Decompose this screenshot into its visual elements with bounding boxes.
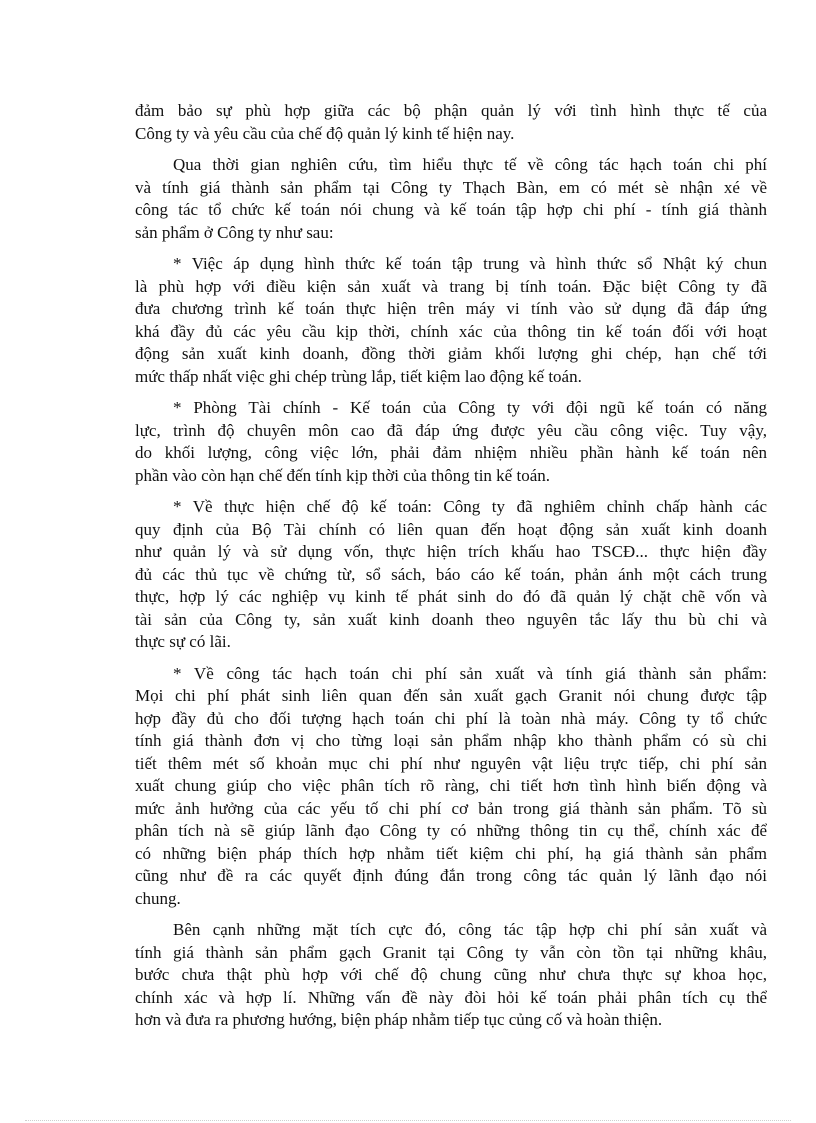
text-line: đủ các thủ tục về chứng từ, sổ sách, báo cáo kế toán, phản ánh một cách trung bbox=[135, 564, 767, 584]
text-line: cũng như đề ra các quyết định đúng đắn trong công tác quản lý lãnh đạo nói bbox=[135, 866, 767, 885]
text-line: do khối lượng, công việc lớn, phải đảm nhiệm nhiều phần hành kế toán nên bbox=[135, 443, 767, 462]
paragraph-accounting-regime bbox=[135, 496, 767, 654]
text-line: bước chưa thật phù hợp với chế độ chung cũng như chưa thực sự khoa học, bbox=[135, 965, 767, 984]
text-line: tính giá thành đơn vị cho từng loại sản phẩm nhập kho thành phẩm có sù chi bbox=[135, 731, 767, 750]
text-line: là phù hợp với điều kiện sản xuất và trang bị tính toán. Đặc biệt Công ty đã bbox=[135, 276, 767, 296]
text-line: đảm bảo sự phù hợp giữa các bộ phận quản lý với tình hình thực tế của bbox=[135, 101, 767, 120]
text-line: hơn và đưa ra phương hướng, biện pháp nhằm tiếp tục củng cố và hoàn thiện. bbox=[135, 1010, 663, 1029]
text-line: chung. bbox=[135, 888, 181, 908]
text-line: tiết thêm mét số khoản mục chi phí như nguyên vật liệu trực tiếp, chi phí sản bbox=[135, 753, 767, 773]
text-line: Qua thời gian nghiên cứu, tìm hiểu thực tế về công tác hạch toán chi phí bbox=[173, 155, 767, 174]
text-line: phần vào còn hạn chế đến tính kịp thời của thông tin kế toán. bbox=[135, 465, 550, 485]
text-line: thực sự có lãi. bbox=[135, 632, 231, 651]
text-line: sản phẩm ở Công ty như sau: bbox=[135, 222, 334, 242]
paragraph-cost-accounting bbox=[135, 663, 767, 911]
text-line: Mọi chi phí phát sinh liên quan đến sản xuất gạch Granit nói chung được tập bbox=[135, 686, 767, 705]
text-line: lực, trình độ chuyên môn cao đã đáp ứng được yêu cầu công việc. Tuy vậy, bbox=[135, 420, 767, 440]
text-line: quy định của Bộ Tài chính có liên quan đến hoạt động sản xuất kinh doanh bbox=[135, 519, 767, 539]
text-line: tài sản của Công ty, sản xuất kinh doanh theo nguyên tắc lấy thu bù chi và bbox=[135, 609, 767, 629]
text-line: Công ty và yêu cầu của chế độ quản lý kinh tế hiện nay. bbox=[135, 123, 515, 143]
text-line: * Về thực hiện chế độ kế toán: Công ty đã nghiêm chỉnh chấp hành các bbox=[173, 497, 767, 516]
text-line: động sản xuất kinh doanh, đồng thời giảm khối lượng ghi chép, hạn chế tới bbox=[135, 344, 767, 363]
paragraph-overview bbox=[135, 154, 767, 244]
text-line: công tác tổ chức kế toán nói chung và kế toán tập hợp chi phí - tính giá thành bbox=[135, 200, 767, 219]
text-line: tính giá thành sản phẩm gạch Granit tại Công ty vẫn còn tồn tại những khâu, bbox=[135, 942, 767, 962]
text-line: phân tích nà sẽ giúp lãnh đạo Công ty có những thông tin cụ thể, chính xác để bbox=[135, 821, 767, 840]
paragraph-finance-department bbox=[135, 397, 767, 487]
text-line: thực, hợp lý các nghiệp vụ kinh tế phát sinh do đó đã quản lý chặt chẽ vốn và bbox=[135, 587, 767, 606]
text-line: mức ảnh hưởng của các yếu tố chi phí cơ bản trong giá thành sản phẩm. Tõ sù bbox=[135, 798, 767, 818]
document-page bbox=[135, 100, 767, 1041]
text-line: xuất chung giúp cho việc phân tích rõ ràng, chi tiết hơn tình hình biến động và bbox=[135, 776, 767, 795]
paragraph-intro-continuation bbox=[135, 100, 767, 145]
paragraph-accounting-form bbox=[135, 253, 767, 388]
text-line: có những biện pháp thích hợp nhằm tiết kiệm chi phí, hạ giá thành sản phẩm bbox=[135, 843, 767, 863]
text-line: * Về công tác hạch toán chi phí sản xuất và tính giá thành sản phẩm: bbox=[173, 663, 767, 683]
text-line: Bên cạnh những mặt tích cực đó, công tác tập hợp chi phí sản xuất và bbox=[173, 920, 767, 939]
text-line: * Phòng Tài chính - Kế toán của Công ty với đội ngũ kế toán có năng bbox=[173, 398, 767, 417]
text-line: chính xác và hợp lí. Những vấn đề này đòi hỏi kế toán phải phân tích cụ thể bbox=[135, 987, 767, 1007]
text-line: mức thấp nhất việc ghi chép trùng lắp, tiết kiệm lao động kế toán. bbox=[135, 366, 582, 386]
text-line: đưa chương trình kế toán thực hiện trên máy vi tính vào sử dụng đã đáp ứng bbox=[135, 299, 767, 318]
text-line: hợp đầy đủ cho đối tượng hạch toán chi phí là toàn nhà máy. Công ty tổ chức bbox=[135, 708, 767, 728]
page-bottom-divider bbox=[25, 1120, 791, 1121]
text-line: như quản lý và sử dụng vốn, thực hiện trích khấu hao TSCĐ... thực hiện đầy bbox=[135, 542, 767, 561]
text-line: * Việc áp dụng hình thức kế toán tập trung và hình thức sổ Nhật ký chun bbox=[173, 254, 767, 273]
text-line: khá đầy đủ các yêu cầu kịp thời, chính xác của thông tin kế toán đối với hoạt bbox=[135, 321, 767, 341]
text-line: và tính giá thành sản phẩm tại Công ty Thạch Bàn, em có mét sè nhận xé về bbox=[135, 177, 767, 197]
paragraph-conclusion bbox=[135, 919, 767, 1032]
